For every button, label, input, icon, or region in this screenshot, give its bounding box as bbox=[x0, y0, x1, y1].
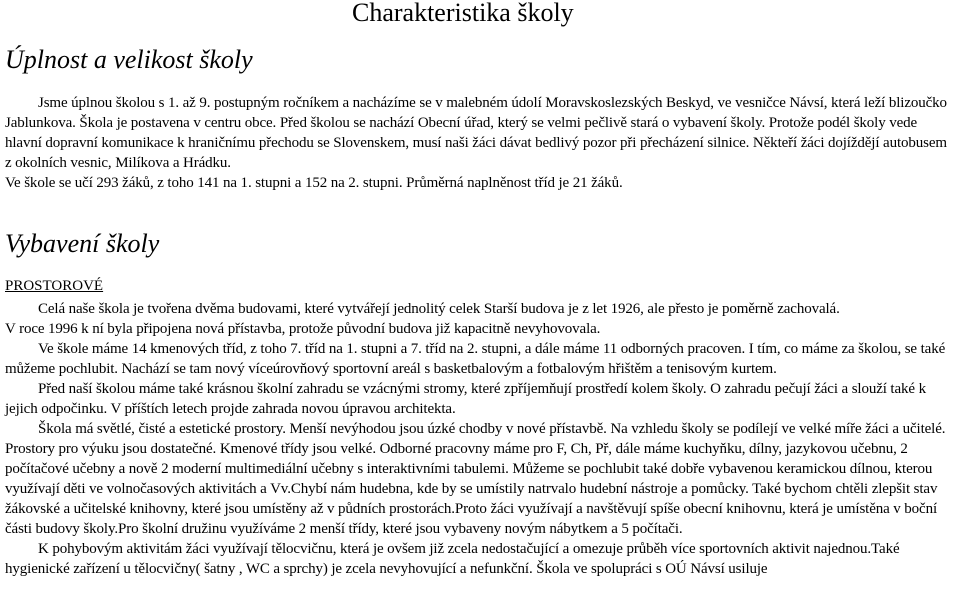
paragraph: Škola má světlé, čisté a estetické prostory. Menší nevýhodou jsou úzké chodby v nové přístavbě. Na vzhledu školy se podílejí ve velké míře žáci a učitelé. Prostory pro výuku jsou dostatečné. Kmenové třídy jsou velké. Odborné pracovny máme pro F, Ch, Př, dále máme kuchyňku, dílny, jazykovou učebnu, 2 počítačové učebny a nově 2 moderní multimediální učebny s interaktivními tabulemi. Můžeme se pochlubit také dobře vybavenou keramickou dílnou, kterou využívají děti ve volnočasových aktivitách a Vv.Chybí nám hudebna, kde by se umístily natrvalo hudební nástroje a pomůcky. Také bychom chtěli zlepšit stav žákovské a učitelské knihovny, které jsou umístěny až v půdních prostorách.Proto žáci využívají a navštěvují spíše obecní knihovnu, která je umístěna v boční části budovy školy.Pro školní družinu využíváme 2 menší třídy, které jsou vybaveny novým nábytkem a 5 počítači. bbox=[5, 421, 946, 537]
paragraph: Ve škole se učí 293 žáků, z toho 141 na 1. stupni a 152 na 2. stupni. Průměrná naplněnost tříd je 21 žáků. bbox=[5, 175, 623, 191]
section-body-vybaveni bbox=[5, 299, 957, 579]
page-title: Charakteristika školy bbox=[352, 0, 574, 27]
section-heading-uplnost: Úplnost a velikost školy bbox=[5, 45, 253, 74]
section-body-uplnost bbox=[5, 93, 957, 193]
paragraph: K pohybovým aktivitám žáci využívají tělocvičnu, která je ovšem již zcela nedostačující a omezuje průběh více sportovních aktivit najednou.Také hygienické zařízení u tělocvičny( šatny , WC a sprchy) je zcela nevyhovující a nefunkční. Škola ve spolupráci s OÚ Návsí usiluje bbox=[5, 541, 900, 577]
subheading-prostorove: PROSTOROVÉ bbox=[5, 278, 104, 294]
paragraph: Jsme úplnou školou s 1. až 9. postupným ročníkem a nacházíme se v malebném údolí Moravskoslezských Beskyd, ve vesničce Návsí, která leží blizoučko Jablunkova. Škola je postavena v centru obce. Před školou se nachází Obecní úřad, který se velmi pečlivě stará o vybavení školy. Protože podél školy vede hlavní dopravní komunikace k hraničnímu přechodu se Slovenskem, musí naši žáci dávat bedlivý pozor při přecházení silnice. Někteří žáci dojíždějí autobusem z okolních vesnic, Milíkova a Hrádku. bbox=[5, 95, 947, 171]
paragraph: Celá naše škola je tvořena dvěma budovami, které vytvářejí jednolitý celek Starší budova je z let 1926, ale přesto je poměrně zachovalá. bbox=[38, 301, 840, 317]
section-heading-vybaveni: Vybavení školy bbox=[5, 229, 160, 258]
paragraph: Před naší školou máme také krásnou školní zahradu se vzácnými stromy, které zpříjemňují prostředí kolem školy. O zahradu pečují žáci a slouží také k jejich odpočinku. V příštích letech projde zahrada novou úpravou architekta. bbox=[5, 381, 926, 417]
paragraph: Ve škole máme 14 kmenových tříd, z toho 7. tříd na 1. stupni a 7. tříd na 2. stupni, a dále máme 11 odborných pracoven. I tím, co máme za školou, se také můžeme pochlubit. Nachází se tam nový víceúrovňový sportovní areál s basketbalovým a fotbalovým hřištěm a tenisovým kurtem. bbox=[5, 341, 946, 377]
paragraph: V roce 1996 k ní byla připojena nová přístavba, protože původní budova již kapacitně nevyhovovala. bbox=[5, 321, 601, 337]
